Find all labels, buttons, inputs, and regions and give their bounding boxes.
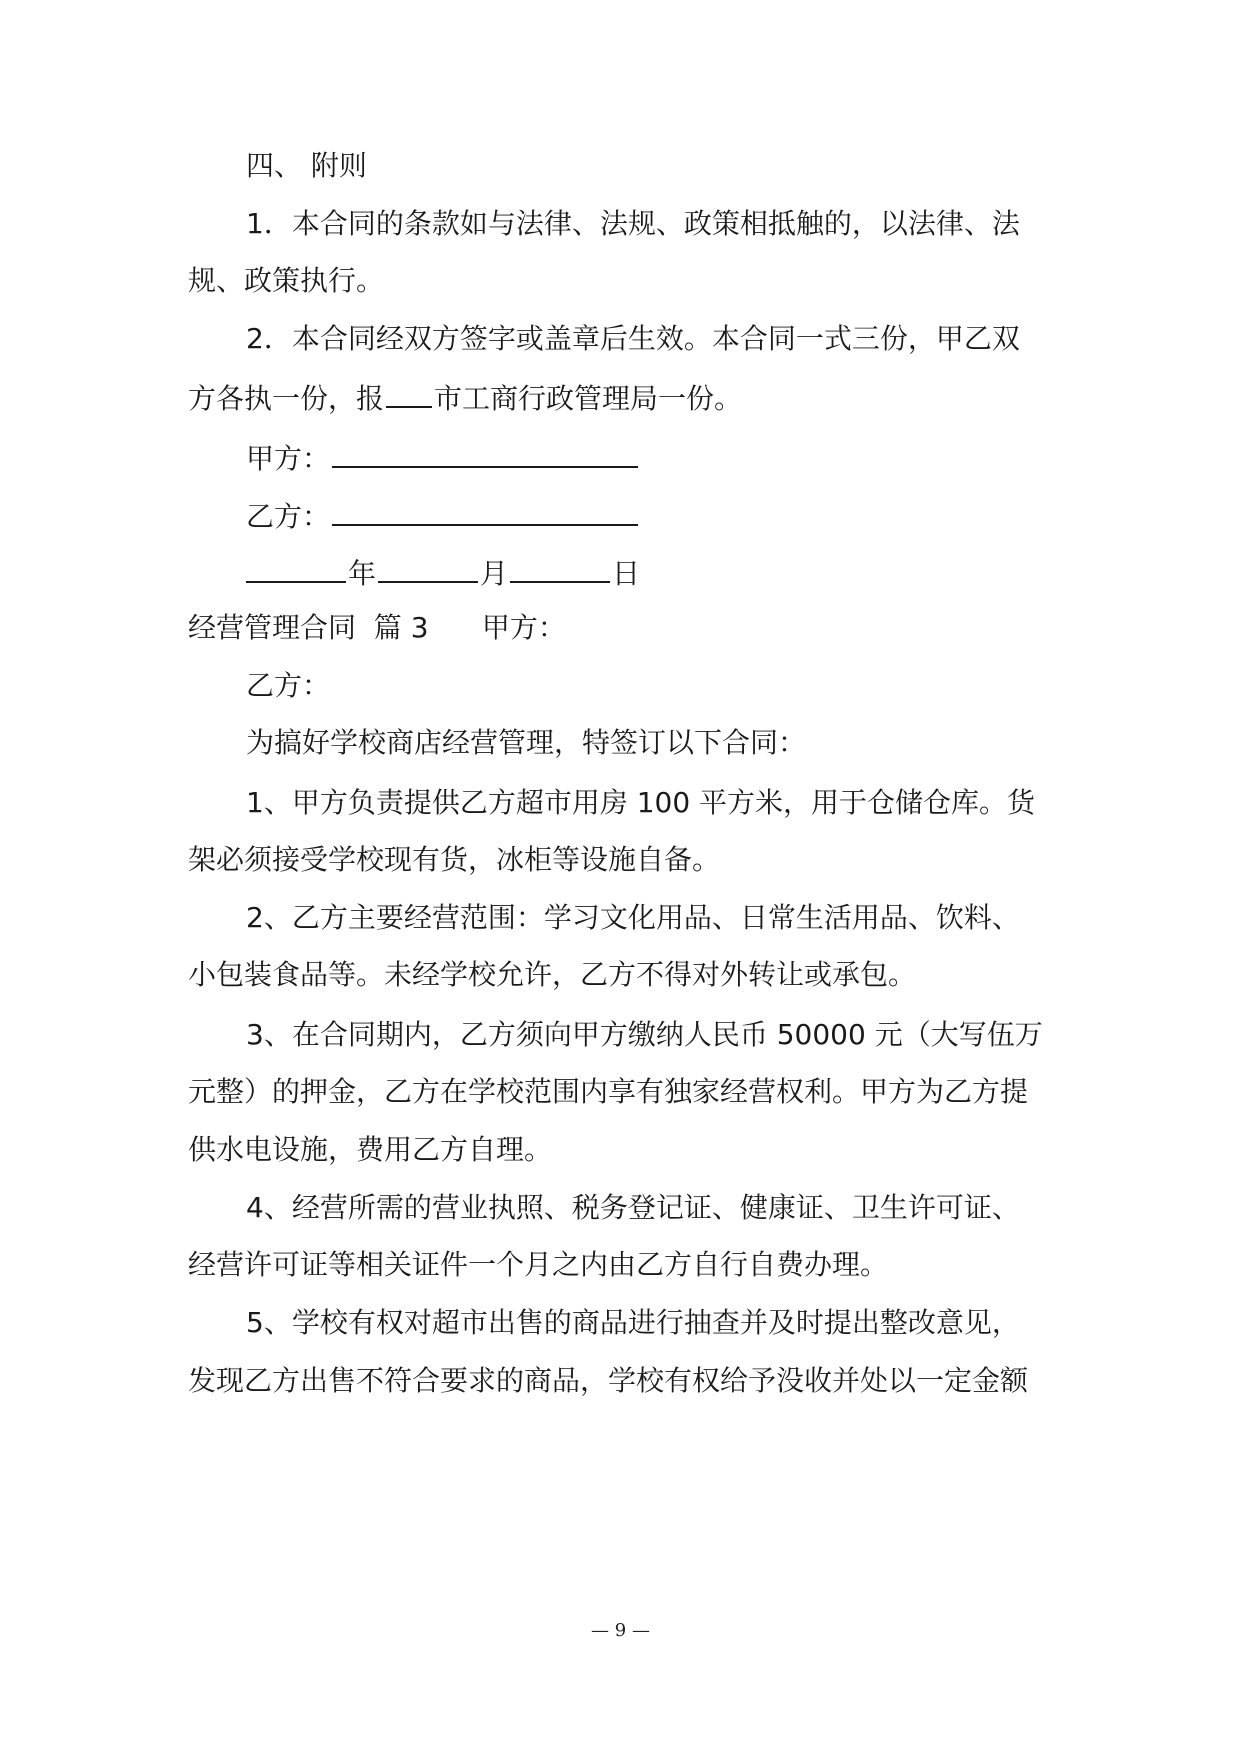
month-label: 月: [480, 557, 509, 590]
month-blank: [378, 551, 478, 583]
contract-3-intro: 为搞好学校商店经营管理，特签订以下合同：: [246, 726, 807, 759]
party-b-blank: [332, 494, 638, 526]
contract-3-party-b: 乙方：: [246, 669, 331, 702]
clause-1-line-1: 1、甲方负责提供乙方超市用房 100 平方米，用于仓储仓库。货: [246, 786, 1036, 819]
clause-2-line-1: 2、乙方主要经营范围：学习文化用品、日常生活用品、饮料、: [246, 901, 1020, 934]
appendix-clause-2-text-b: 市工商行政管理局一份。: [434, 382, 743, 415]
day-blank: [510, 551, 610, 583]
party-a-blank: [332, 436, 638, 468]
year-blank: [246, 551, 346, 583]
clause-4-line-1: 4、经营所需的营业执照、税务登记证、健康证、卫生许可证、: [246, 1191, 1020, 1224]
city-blank: [386, 376, 432, 408]
appendix-heading: 四、 附则: [246, 149, 367, 182]
day-label: 日: [612, 557, 641, 590]
party-a-label: 甲方：: [246, 442, 331, 475]
clause-3-line-3: 供水电设施，费用乙方自理。: [188, 1133, 553, 1166]
clause-1-line-2: 架必须接受学校现有货，冰柜等设施自备。: [188, 843, 721, 876]
year-label: 年: [348, 557, 377, 590]
clause-3-line-2: 元整）的押金，乙方在学校范围内享有独家经营权利。甲方为乙方提: [188, 1075, 1029, 1108]
appendix-clause-2-text-a: 方各执一份，报: [188, 382, 385, 415]
page-number: — 9 —: [591, 1620, 650, 1641]
clause-5-line-2: 发现乙方出售不符合要求的商品，学校有权给予没收并处以一定金额: [188, 1364, 1029, 1397]
party-b-label: 乙方：: [246, 500, 331, 533]
appendix-clause-1-line-2: 规、政策执行。: [188, 264, 385, 297]
party-a-signature-line: [246, 436, 1060, 479]
clause-3-line-1: 3、在合同期内，乙方须向甲方缴纳人民币 50000 元（大写伍万: [246, 1018, 1043, 1051]
party-b-signature-line: [246, 494, 1060, 537]
appendix-clause-1-line-1: 1．本合同的条款如与法律、法规、政策相抵触的，以法律、法: [246, 207, 1020, 240]
appendix-clause-2-line-2: [188, 376, 1060, 419]
signing-date-line: [246, 551, 1060, 594]
clause-5-line-1: 5、学校有权对超市出售的商品进行抽查并及时提出整改意见，: [246, 1306, 1020, 1339]
clause-4-line-2: 经营许可证等相关证件一个月之内由乙方自行自费办理。: [188, 1248, 889, 1281]
contract-3-title: 经营管理合同 篇 3 甲方：: [188, 611, 566, 644]
clause-2-line-2: 小包装食品等。未经学校允许，乙方不得对外转让或承包。: [188, 958, 917, 991]
appendix-clause-2-line-1: 2．本合同经双方签字或盖章后生效。本合同一式三份，甲乙双: [246, 322, 1020, 355]
